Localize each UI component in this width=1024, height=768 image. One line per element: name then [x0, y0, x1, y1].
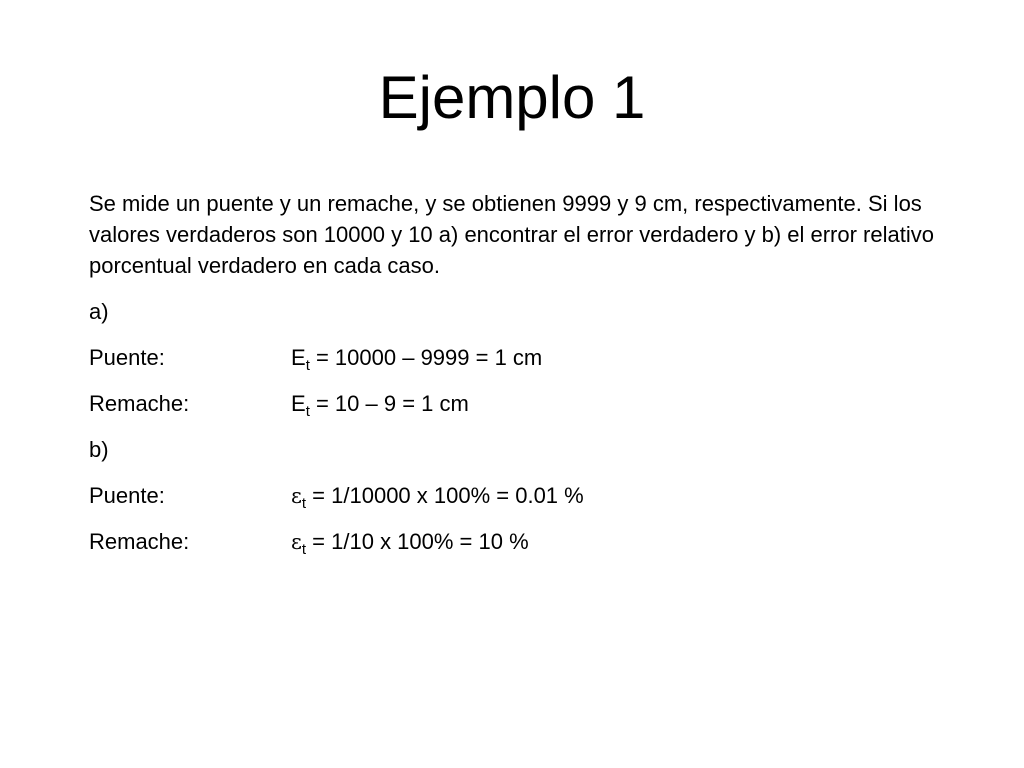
formula-expression: = 1/10000 x 100% = 0.01 %: [306, 483, 584, 508]
row-name: Remache:: [89, 391, 190, 416]
relative-error-formula: [291, 480, 584, 512]
part-a-row-puente: [89, 342, 949, 373]
formula-expression: = 1/10 x 100% = 10 %: [306, 529, 529, 554]
formula-symbol: E: [291, 345, 306, 370]
formula-symbol: ε: [291, 530, 302, 554]
row-name: Puente:: [89, 483, 165, 508]
part-b-row-puente: [89, 480, 949, 511]
part-b-label: b): [89, 437, 109, 462]
row-name: Puente:: [89, 345, 165, 370]
formula-expression: = 10 – 9 = 1 cm: [309, 391, 469, 416]
part-a-label: a): [89, 299, 109, 324]
formula-subscript: t: [301, 541, 307, 558]
slide-title: Ejemplo 1: [378, 64, 646, 131]
true-error-formula: [291, 342, 542, 373]
formula-subscript: t: [305, 357, 310, 374]
relative-error-formula: [291, 526, 529, 558]
formula-subscript: t: [305, 403, 310, 420]
part-b-row-remache: [89, 526, 949, 557]
slide-body: [89, 188, 949, 572]
formula-expression: = 10000 – 9999 = 1 cm: [309, 345, 543, 370]
formula-subscript: t: [301, 495, 307, 512]
problem-statement: Se mide un puente y un remache, y se obtienen 9999 y 9 cm, respectivamente. Si los valores verdaderos son 10000 y 10 a) encontrar el error verdadero y b) el error relativo porcentual verdadero en cada caso.: [89, 191, 934, 278]
true-error-formula: [291, 388, 469, 419]
formula-symbol: ε: [291, 484, 302, 508]
formula-symbol: E: [291, 391, 306, 416]
row-name: Remache:: [89, 529, 190, 554]
part-a-row-remache: [89, 388, 949, 419]
